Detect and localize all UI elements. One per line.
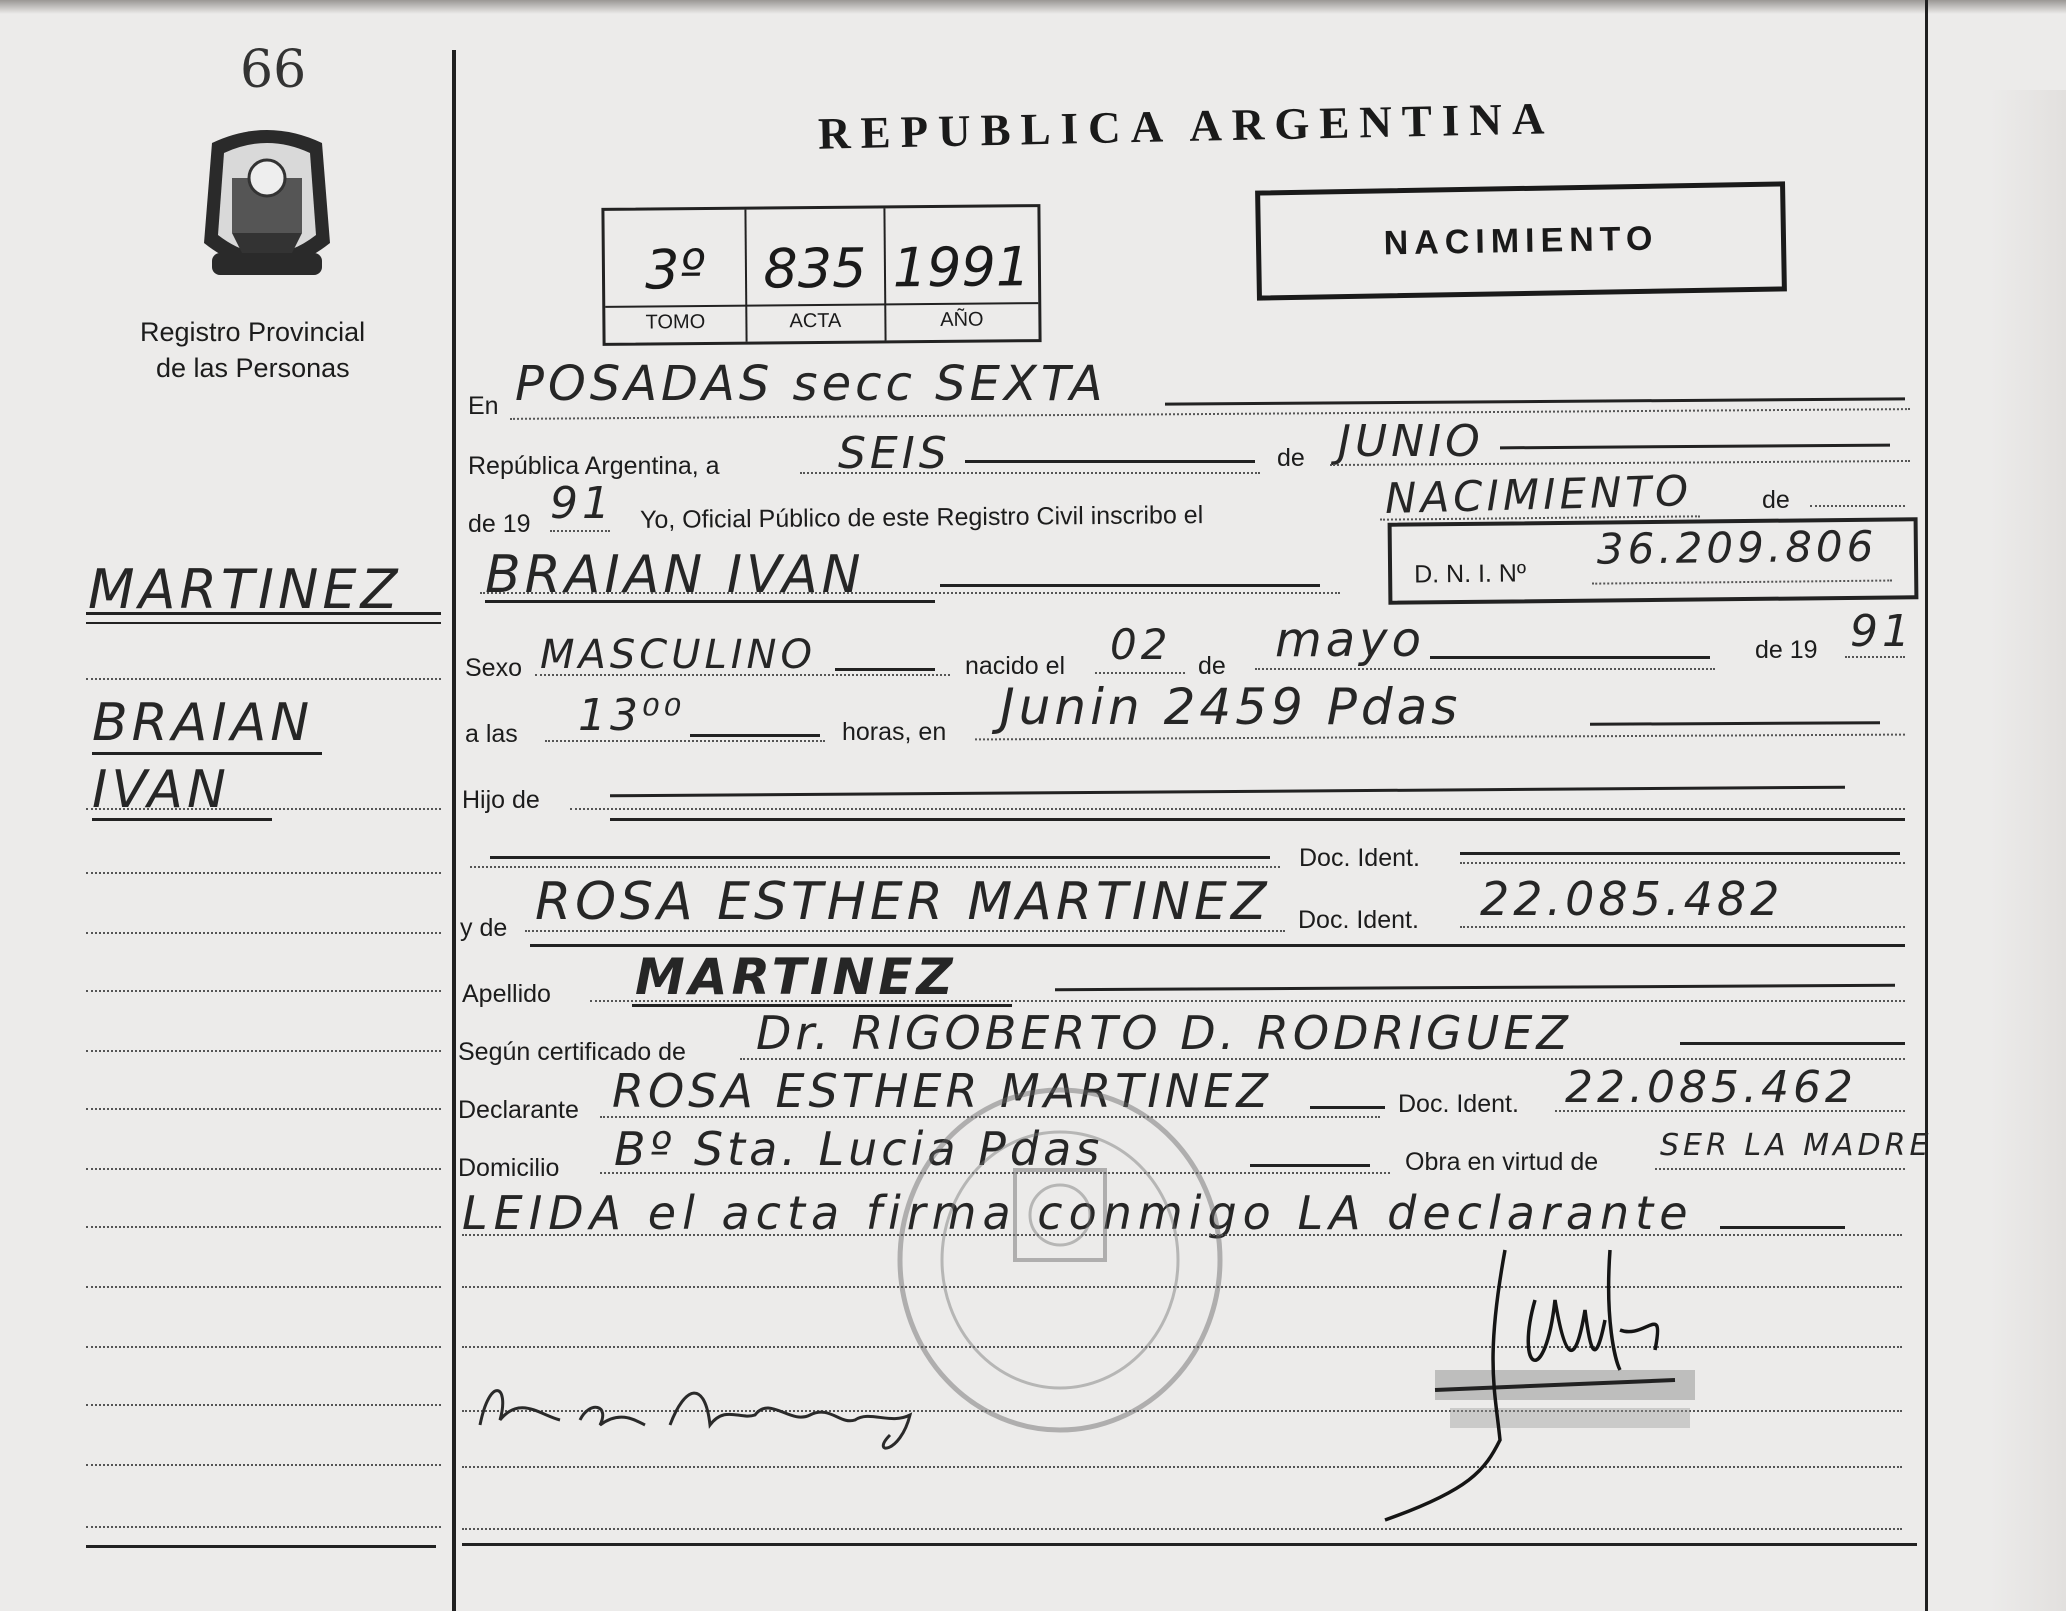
nota-value: LEIDA el acta firma conmigo LA declarante: [462, 1186, 1694, 1240]
nacido-anio: 91: [1850, 606, 1914, 657]
anio-value: 1991: [892, 235, 1031, 300]
segun-label: Según certificado de: [458, 1038, 686, 1066]
margin-surname: MARTINEZ: [88, 558, 402, 621]
nacido-dia: 02: [1110, 620, 1172, 669]
anio-dotline: [550, 530, 610, 532]
obra-dotline: [1655, 1168, 1905, 1170]
margin-name2-underline: [92, 818, 272, 821]
mes-filler-line: [1500, 444, 1890, 450]
mes-value: JUNIO: [1338, 416, 1484, 467]
apellido-filler-line: [1055, 984, 1895, 991]
hijo-dotline: [570, 808, 1905, 810]
madre-value: ROSA ESTHER MARTINEZ: [535, 872, 1271, 932]
nombre-dotline: [480, 592, 1340, 594]
horas-label: horas, en: [842, 718, 947, 746]
nacido-mes-dotline: [1255, 668, 1715, 670]
sexo-filler-line: [835, 668, 935, 671]
anio-value: 91: [550, 478, 614, 529]
en-value: POSADAS secc SEXTA: [515, 356, 1107, 412]
nacido-anio-dotline: [1845, 656, 1905, 658]
acta-label: ACTA: [789, 309, 842, 333]
declarante-doc-dotline: [1555, 1110, 1905, 1112]
nacido-de-label: de: [1198, 652, 1226, 680]
official-signature: [1375, 1240, 1735, 1530]
margin-dotline-1: [86, 678, 441, 680]
margin-dotline-6: [86, 1050, 441, 1052]
domicilio-filler-line: [1250, 1164, 1370, 1167]
apellido-dotline: [590, 1000, 1905, 1002]
lugar-filler-line: [1590, 721, 1880, 726]
nacido-de19-label: de 19: [1755, 636, 1818, 664]
republica-label: República Argentina, a: [468, 452, 720, 480]
margin-name1: BRAIAN: [92, 693, 314, 753]
provincia-misiones-seal-logo: [192, 123, 342, 293]
mes-de-label: de: [1277, 444, 1305, 472]
right-page-border: [1925, 0, 1928, 1611]
declarante-filler-line: [1310, 1106, 1385, 1109]
page-right-edge: [1990, 90, 2066, 1611]
margin-dotline-5: [86, 990, 441, 992]
hora-filler-line: [690, 734, 820, 737]
margin-dotline-11: [86, 1346, 441, 1348]
dni-value: 36.209.806: [1596, 521, 1878, 574]
margin-name1-underline: [92, 752, 322, 755]
nacido-mes: mayo: [1275, 612, 1425, 668]
madre-dotline: [525, 930, 1285, 932]
segun-dotline: [740, 1058, 1905, 1060]
margin-dotline-14: [86, 1526, 441, 1528]
madre-docident-label: Doc. Ident.: [1298, 906, 1419, 934]
left-margin-divider: [452, 50, 456, 1611]
padre-doc-filler-line: [1460, 852, 1900, 855]
dni-label: D. N. I. Nº: [1413, 559, 1527, 589]
padre-docident-label: Doc. Ident.: [1299, 844, 1420, 872]
margin-dotline-7: [86, 1108, 441, 1110]
page-edge-shadow: [0, 0, 2066, 14]
tomo-label: TOMO: [645, 311, 706, 334]
hora-value: 13⁰⁰: [578, 690, 686, 741]
apellido-value: MARTINEZ: [635, 948, 957, 1006]
dia-filler-line: [965, 460, 1255, 463]
form-bottom-rule: [462, 1543, 1917, 1546]
anio-cell: [884, 207, 1038, 340]
margin-name2: IVAN: [92, 760, 230, 820]
registry-box: [601, 204, 1041, 346]
margin-dotline-10: [86, 1286, 441, 1288]
margin-surname-underline-2: [86, 622, 441, 624]
sexo-value: MASCULINO: [540, 632, 816, 678]
agency-name-line1: Registro Provincial: [140, 317, 366, 347]
lugar-value: Junin 2459 Pdas: [1000, 678, 1462, 736]
margin-dotline-13: [86, 1464, 441, 1466]
dni-box: [1388, 517, 1919, 605]
padre-doc-dotline: [1460, 862, 1905, 864]
nota-filler-line: [1720, 1226, 1845, 1229]
margin-bottom-rule: [86, 1545, 436, 1548]
segun-filler-line: [1680, 1042, 1905, 1045]
anio-label: AÑO: [940, 308, 984, 331]
domicilio-label: Domicilio: [458, 1154, 560, 1182]
tomo-cell: [604, 210, 747, 343]
nombre-underline: [485, 600, 935, 603]
yo-label: Yo, Oficial Público de este Registro Civil inscribo el: [639, 501, 1204, 534]
hijo-filler-line-1: [610, 786, 1845, 798]
nacido-dia-dotline: [1095, 672, 1185, 674]
sexo-label: Sexo: [465, 654, 522, 682]
sexo-dotline: [535, 674, 950, 676]
inscribo-value: NACIMIENTO: [1384, 465, 1693, 524]
margin-dotline-3: [86, 872, 441, 874]
madre-doc: 22.085.482: [1480, 872, 1784, 926]
nombre-filler-line: [940, 584, 1320, 587]
hijo-filler-line-2: [610, 818, 1905, 821]
en-label: En: [468, 392, 499, 420]
segun-value: Dr. RIGOBERTO D. RODRIGUEZ: [756, 1006, 1572, 1060]
declarante-signature: [470, 1365, 970, 1455]
declarante-label: Declarante: [458, 1096, 579, 1124]
acta-cell: [745, 208, 886, 341]
margin-dotline-4: [86, 932, 441, 934]
tomo-value: 3º: [644, 238, 706, 302]
obra-label: Obra en virtud de: [1405, 1148, 1599, 1176]
page-number: 66: [240, 40, 307, 100]
agency-name-line2: de las Personas: [156, 353, 350, 383]
hora-dotline: [545, 740, 825, 742]
inscribo-de-dotline: [1810, 505, 1905, 507]
margin-surname-underline: [86, 612, 441, 615]
obra-value: SER LA MADRE: [1660, 1128, 1933, 1163]
madre-doc-dotline: [1460, 926, 1905, 928]
margin-dotline-8: [86, 1168, 441, 1170]
declarante-docident-label: Doc. Ident.: [1398, 1090, 1519, 1118]
record-type-label: NACIMIENTO: [1383, 219, 1659, 262]
yde-label: y de: [460, 914, 508, 942]
margin-dotline-12: [86, 1404, 441, 1406]
acta-value: 835: [763, 236, 867, 301]
nacido-label: nacido el: [965, 652, 1066, 680]
declarante-value: ROSA ESTHER MARTINEZ: [612, 1064, 1272, 1118]
padre-dotline: [470, 866, 1280, 868]
en-filler-line: [1165, 397, 1905, 405]
dia-value: SEIS: [838, 428, 951, 479]
inscribo-de-label: de: [1762, 486, 1790, 514]
dni-dotline: [1592, 579, 1892, 584]
apellido-label: Apellido: [462, 980, 551, 1008]
country-header: REPUBLICA ARGENTINA: [817, 93, 1555, 159]
madre-underline: [530, 944, 1905, 947]
nombre-value: BRAIAN IVAN: [485, 545, 865, 605]
nacido-mes-filler-line: [1430, 656, 1710, 659]
dia-dotline: [800, 472, 1260, 474]
record-type-box: [1255, 181, 1787, 300]
padre-filler-line: [490, 856, 1270, 859]
domicilio-value: Bº Sta. Lucia Pdas: [614, 1122, 1104, 1176]
hijo-label: Hijo de: [462, 786, 540, 814]
alas-label: a las: [465, 720, 518, 748]
margin-dotline-9: [86, 1226, 441, 1228]
declarante-doc: 22.085.462: [1565, 1062, 1857, 1113]
de19-label: de 19: [468, 510, 531, 538]
margin-dotline-2: [86, 808, 441, 810]
